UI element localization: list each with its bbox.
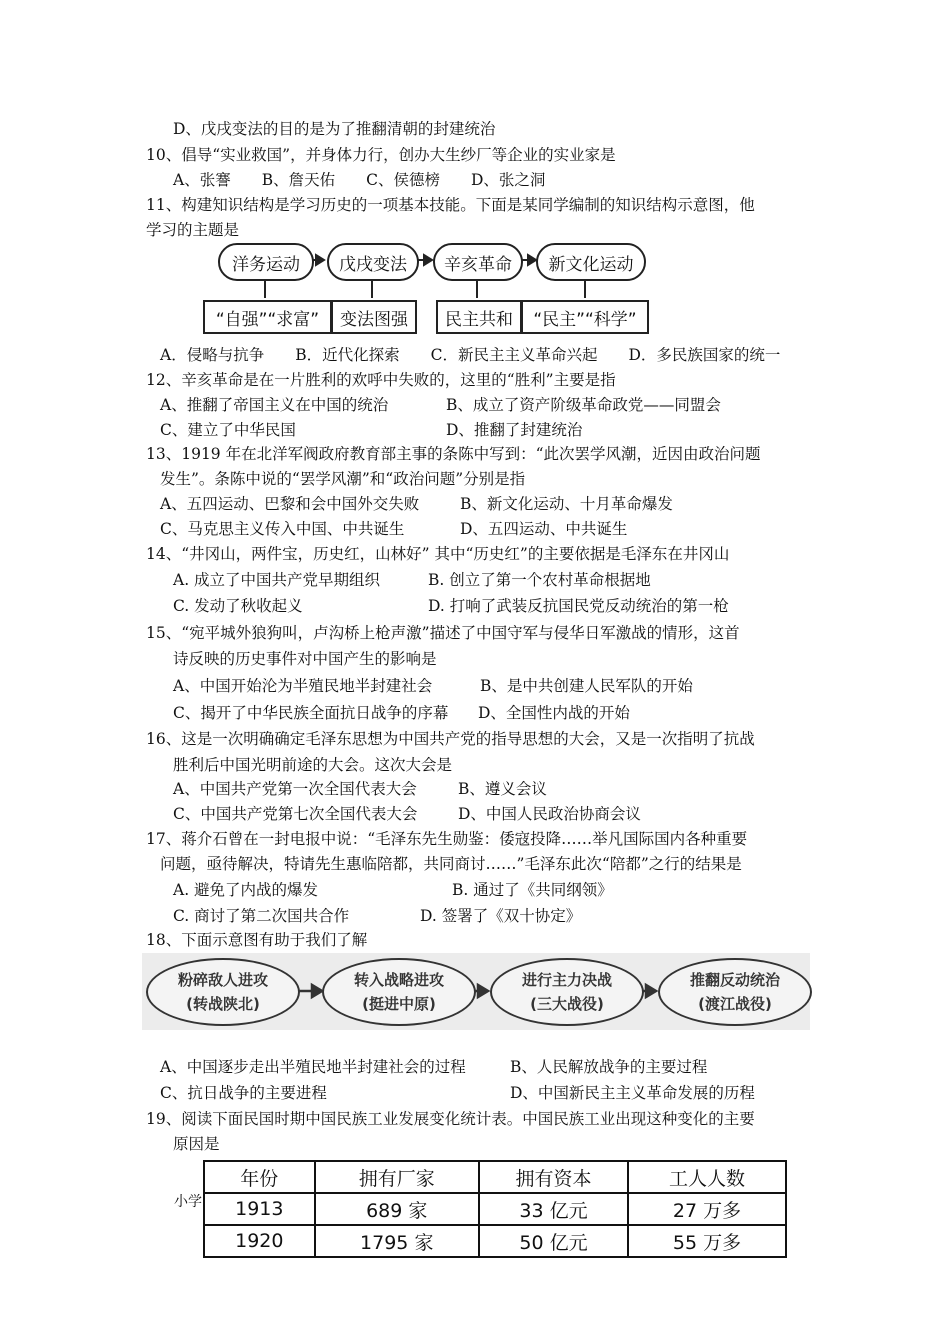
q18-option-a: A、中国逐步走出半殖民地半封建社会的过程 [160,1058,466,1076]
q11-stem-1: 11、构建知识结构是学习历史的一项基本技能。下面是某同学编制的知识结构示意图，他 [146,196,755,214]
q13-stem-2: 发生”。条陈中说的“罢学风潮”和“政治问题”分别是指 [160,470,526,488]
q16-option-d: D、中国人民政治协商会议 [458,805,641,823]
q12-option-a: A、推翻了帝国主义在中国的统治 [160,396,389,414]
diagram-leaf-minzhu: 民主共和 [436,300,522,334]
stage-3-title: 进行主力决战 [521,971,612,989]
q12-option-d: D、推翻了封建统治 [446,421,583,439]
q16-option-a: A、中国共产党第一次全国代表大会 [173,780,417,798]
table-cell: 689 家 [315,1193,479,1225]
q17-stem-2: 问题，亟待解决，特请先生惠临陪都，共同商讨……”毛泽东此次“陪都”之行的结果是 [160,855,742,873]
q13-option-a: A、五四运动、巴黎和会中国外交失败 [160,495,420,513]
q13-stem-1: 13、1919 年在北洋军阀政府教育部主事的条陈中写到：“此次罢学风潮，近因由政治问题 [146,445,761,463]
q12-option-b: B、成立了资产阶级革命政党——同盟会 [446,396,721,414]
table-header-cell: 工人人数 [628,1161,786,1193]
diagram-node-wuxu: 戊戌变法 [327,243,419,281]
q18-option-d: D、中国新民主主义革命发展的历程 [510,1084,755,1102]
table-header-row [204,1161,786,1193]
q13-option-c: C、马克思主义传入中国、中共诞生 [160,520,405,538]
diagram18-stage-1 [146,958,300,1026]
table-cell: 33 亿元 [479,1193,628,1225]
q11-stem-2: 学习的主题是 [146,221,240,239]
q19-stem-1: 19、阅读下面民国时期中国民族工业发展变化统计表。中国民族工业出现这种变化的主要 [146,1110,755,1128]
stage-4-title: 推翻反动统治 [689,971,780,989]
q16-option-c: C、中国共产党第七次全国代表大会 [173,805,418,823]
diagram-leaf-bianfa: 变法图强 [331,300,417,334]
q12-option-c: C、建立了中华民国 [160,421,296,439]
table-row [204,1193,786,1225]
table-cell: 27 万多 [628,1193,786,1225]
q14-option-c: C. 发动了秋收起义 [173,597,303,615]
q18-stem: 18、下面示意图有助于我们了解 [146,931,368,949]
stage-3-subtitle: (三大战役) [530,995,604,1013]
q14-option-a: A. 成立了中国共产党早期组织 [173,571,381,589]
stage-2-subtitle: (挺进中原) [362,995,436,1013]
diagram-leaf-kexue: “民主”“科学” [521,300,649,334]
q11-options: A．侵略与抗争 B．近代化探索 C．新民主主义革命兴起 D．多民族国家的统一 [160,346,781,364]
q12-stem: 12、辛亥革命是在一片胜利的欢呼中失败的，这里的“胜利”主要是指 [146,371,616,389]
q19-stem-2: 原因是 [173,1135,220,1153]
q10-stem: 10、倡导“实业救国”，并身体力行，创办大生纱厂等企业的实业家是 [146,146,616,164]
stage-4-subtitle: (渡江战役) [698,995,772,1013]
q14-option-b: B. 创立了第一个农村革命根据地 [428,571,651,589]
table-header-cell: 拥有资本 [479,1161,628,1193]
q16-stem-2: 胜利后中国光明前途的大会。这次大会是 [173,756,453,774]
stage-1-subtitle: (转战陕北) [186,995,260,1013]
stage-1-title: 粉碎敌人进攻 [177,971,268,989]
diagram-leaf-ziqiang: “自强”“求富” [203,300,332,334]
q19-statistics-table [203,1160,787,1258]
table-cell: 1920 [204,1225,315,1257]
q15-option-b: B、是中共创建人民军队的开始 [480,677,693,695]
q14-option-d: D. 打响了武装反抗国民党反动统治的第一枪 [428,597,729,615]
table-cell: 1795 家 [315,1225,479,1257]
q17-option-c: C. 商讨了第二次国共合作 [173,907,350,925]
q15-stem-1: 15、“宛平城外狼狗叫，卢沟桥上枪声激”描述了中国守军与侵华日军激战的情形，这首 [146,624,740,642]
q17-option-d: D. 签署了《双十协定》 [420,907,582,925]
diagram18-stage-4 [658,958,812,1026]
q18-option-b: B、人民解放战争的主要过程 [510,1058,708,1076]
table-row [204,1225,786,1257]
q18-option-c: C、抗日战争的主要进程 [160,1084,327,1102]
q10-options: A、张謇 B、詹天佑 C、侯德榜 D、张之洞 [173,171,546,189]
table-cell: 1913 [204,1193,315,1225]
table-cell: 50 亿元 [479,1225,628,1257]
diagram18-stage-2 [322,958,476,1026]
q15-option-d: D、全国性内战的开始 [478,704,630,722]
diagram18-stage-3 [490,958,644,1026]
q13-option-b: B、新文化运动、十月革命爆发 [460,495,673,513]
q17-option-b: B. 通过了《共同纲领》 [452,881,613,899]
q16-option-b: B、遵义会议 [458,780,547,798]
q17-stem-1: 17、蒋介石曾在一封电报中说：“毛泽东先生勋鉴：倭寇投降……举凡国际国内各种重要 [146,830,748,848]
q14-stem: 14、“井冈山，两件宝，历史红，山林好” 其中“历史红”的主要依据是毛泽东在井冈山 [146,545,730,563]
q15-stem-2: 诗反映的历史事件对中国产生的影响是 [173,650,437,668]
diagram-node-yangwu: 洋务运动 [218,243,314,281]
table-cell: 55 万多 [628,1225,786,1257]
table-header-cell: 年份 [204,1161,315,1193]
diagram-node-xinhai: 辛亥革命 [433,243,523,281]
table-header-cell: 拥有厂家 [315,1161,479,1193]
watermark-text: 小学 [174,1194,202,1210]
q15-option-a: A、中国开始沦为半殖民地半封建社会 [173,677,433,695]
q15-option-c: C、揭开了中华民族全面抗日战争的序幕 [173,704,449,722]
q13-option-d: D、五四运动、中共诞生 [460,520,628,538]
q9-option-d: D、戊戌变法的目的是为了推翻清朝的封建统治 [173,120,496,138]
stage-2-title: 转入战略进攻 [353,971,444,989]
q16-stem-1: 16、这是一次明确确定毛泽东思想为中国共产党的指导思想的大会，又是一次指明了抗战 [146,730,755,748]
diagram-node-xinwenhua: 新文化运动 [536,243,646,281]
q17-option-a: A. 避免了内战的爆发 [173,881,319,899]
